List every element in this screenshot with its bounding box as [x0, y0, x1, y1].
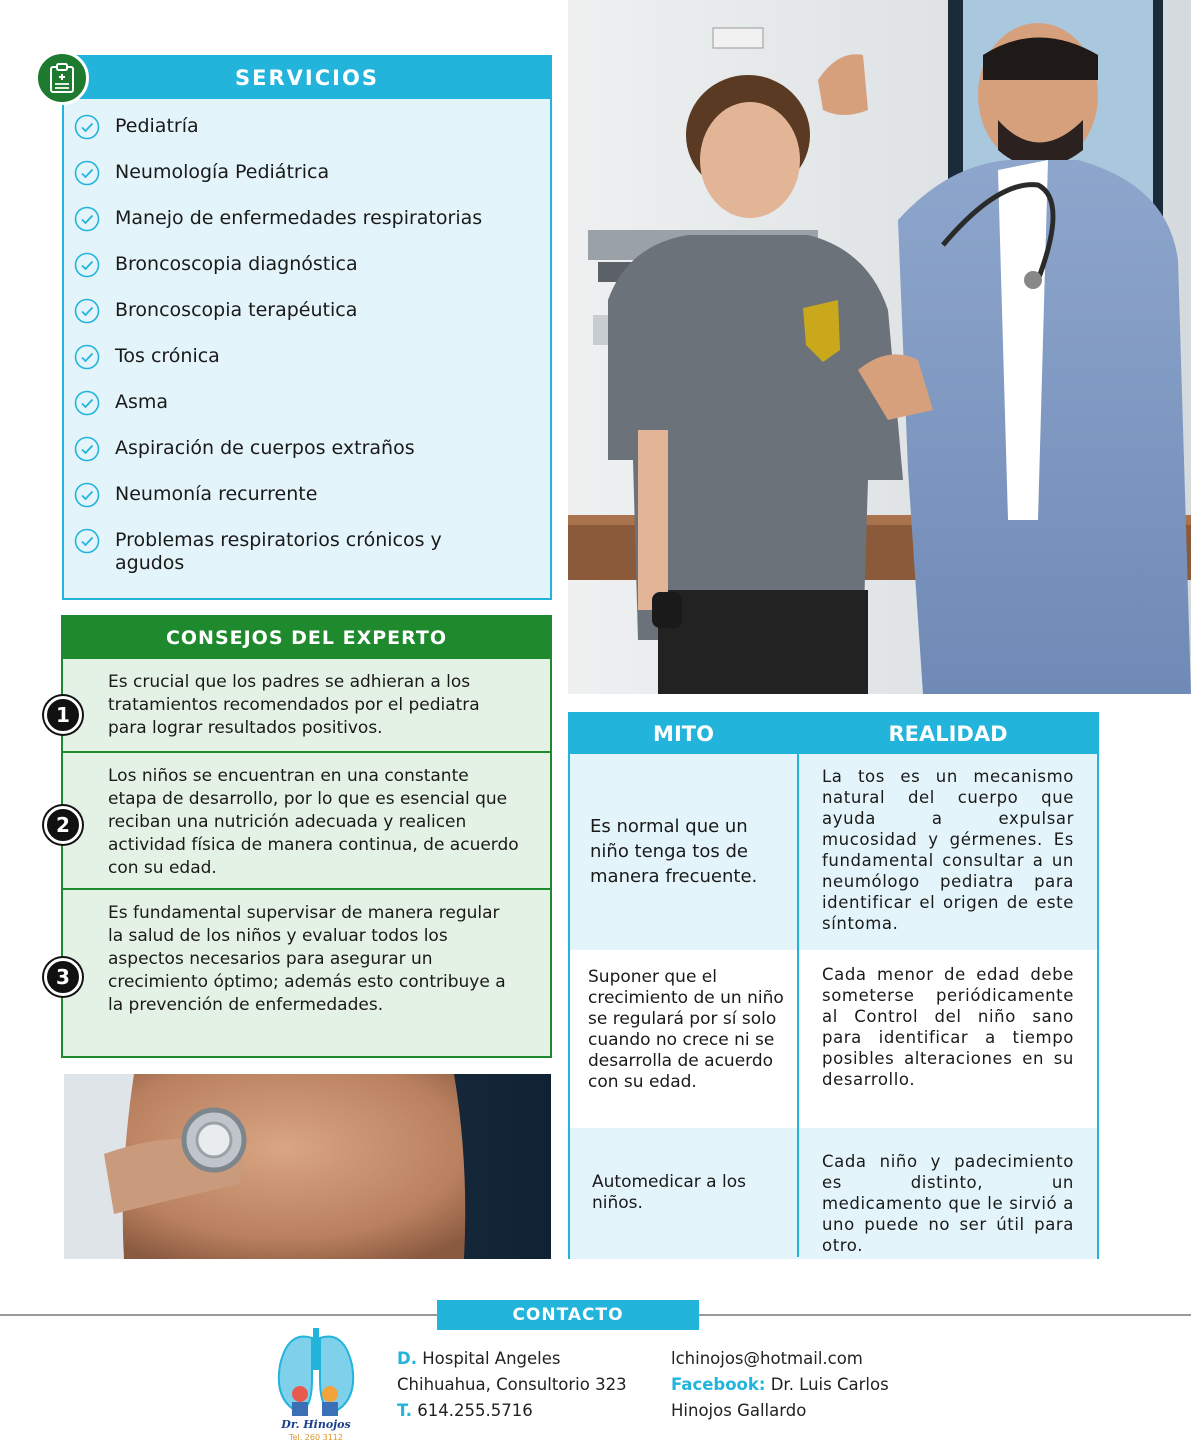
servicio-label: Tos crónica — [115, 345, 220, 367]
online-contact-block — [671, 1346, 889, 1424]
servicio-label: Pediatría — [115, 115, 199, 137]
address-prefix: D. — [397, 1349, 417, 1368]
check-circle-icon — [74, 206, 100, 232]
phone-number: 614.255.5716 — [417, 1401, 533, 1420]
tip-item — [56, 657, 550, 753]
facebook-line2: Hinojos Gallardo — [671, 1401, 807, 1420]
contacto-title: CONTACTO — [437, 1300, 699, 1330]
servicio-item — [74, 207, 544, 232]
realidad-cell: Cada menor de edad debe someterse periódicamente al Control del niño sano para identificar a tiempo posibles alteraciones en su desarrollo. — [822, 965, 1074, 1089]
servicio-item — [74, 483, 544, 508]
servicio-label: Neumonía recurrente — [115, 483, 318, 505]
facebook-line1: Dr. Luis Carlos — [770, 1375, 889, 1394]
phone-prefix: T. — [397, 1401, 413, 1420]
servicio-label: Neumología Pediátrica — [115, 161, 330, 183]
mito-cell: Automedicar a los niños. — [592, 1172, 746, 1213]
tip-number: 2 — [44, 806, 82, 844]
consejos-panel — [56, 615, 552, 1058]
consejos-title: CONSEJOS DEL EXPERTO — [63, 617, 550, 659]
doctor-measuring-child-photo — [568, 0, 1191, 694]
servicio-label: Problemas respiratorios crónicos y agudos — [115, 529, 442, 574]
realidad-cell: La tos es un mecanismo natural del cuerpo que ayuda a expulsar mucosidad y gérmenes. Es fundamental consultar a un neumólogo pediatra para identificar el origen de este síntoma. — [822, 767, 1074, 933]
check-circle-icon — [74, 436, 100, 462]
servicio-item — [74, 345, 544, 370]
mito-cell: Es normal que un niño tenga tos de manera frecuente. — [590, 816, 758, 887]
email-link[interactable]: lchinojos@hotmail.com — [671, 1349, 863, 1368]
servicios-title: SERVICIOS — [64, 57, 550, 99]
check-circle-icon — [74, 160, 100, 186]
servicio-item — [74, 161, 544, 186]
servicio-label: Manejo de enfermedades respiratorias — [115, 207, 483, 229]
realidad-header: REALIDAD — [799, 714, 1097, 754]
stethoscope-back-photo — [64, 1074, 551, 1259]
servicio-item — [74, 253, 544, 278]
servicio-label: Broncoscopia diagnóstica — [115, 253, 358, 275]
mito-cell: Suponer que el crecimiento de un niño se regulará por sí solo cuando no crece ni se desarrolla de acuerdo con su edad. — [588, 967, 784, 1092]
check-circle-icon — [74, 114, 100, 140]
facebook-prefix: Facebook: — [671, 1375, 766, 1394]
address-line2: Chihuahua, Consultorio 323 — [397, 1375, 627, 1394]
tip-text: Es crucial que los padres se adhieran a los tratamientos recomendados por el pediatra para lograr resultados positivos. — [108, 672, 480, 738]
servicio-label: Aspiración de cuerpos extraños — [115, 437, 415, 459]
tip-number: 3 — [44, 958, 82, 996]
tip-text: Es fundamental supervisar de manera regular la salud de los niños y evaluar todos los aspectos necesarios para asegurar un crecimiento óptimo; además esto contribuye a la prevención de enfermedades. — [108, 903, 506, 1015]
realidad-cell: Cada niño y padecimiento es distinto, un medicamento que le sirvió a uno puede no ser útil para otro. — [822, 1152, 1074, 1255]
check-circle-icon — [74, 344, 100, 370]
servicio-item — [74, 391, 544, 416]
servicios-list — [74, 115, 544, 596]
servicio-label: Asma — [115, 391, 169, 413]
tip-item — [56, 751, 550, 889]
mito-realidad-table — [568, 712, 1099, 1259]
address-line1: Hospital Angeles — [422, 1349, 561, 1368]
mito-header: MITO — [570, 714, 797, 754]
tip-text: Los niños se encuentran en una constante etapa de desarrollo, por lo que es esencial que reciban una nutrición adecuada y realicen actividad física de manera continua, de acuerdo con su edad. — [108, 766, 519, 878]
servicio-label: Broncoscopia terapéutica — [115, 299, 358, 321]
clipboard-medical-icon — [35, 51, 89, 105]
check-circle-icon — [74, 252, 100, 278]
check-circle-icon — [74, 482, 100, 508]
servicio-item — [74, 115, 544, 140]
servicio-item — [74, 529, 544, 575]
servicio-item — [74, 299, 544, 324]
logo-name: Dr. Hinojos — [281, 1418, 351, 1431]
dr-hinojos-logo — [268, 1320, 364, 1448]
address-block — [397, 1346, 627, 1424]
logo-phone: Tel. 260 3112 — [289, 1433, 343, 1442]
column-divider — [797, 714, 799, 1257]
check-circle-icon — [74, 390, 100, 416]
servicios-panel — [62, 55, 552, 600]
tip-number: 1 — [44, 696, 82, 734]
servicio-item — [74, 437, 544, 462]
check-circle-icon — [74, 298, 100, 324]
check-circle-icon — [74, 528, 100, 554]
tip-item — [56, 888, 550, 1056]
